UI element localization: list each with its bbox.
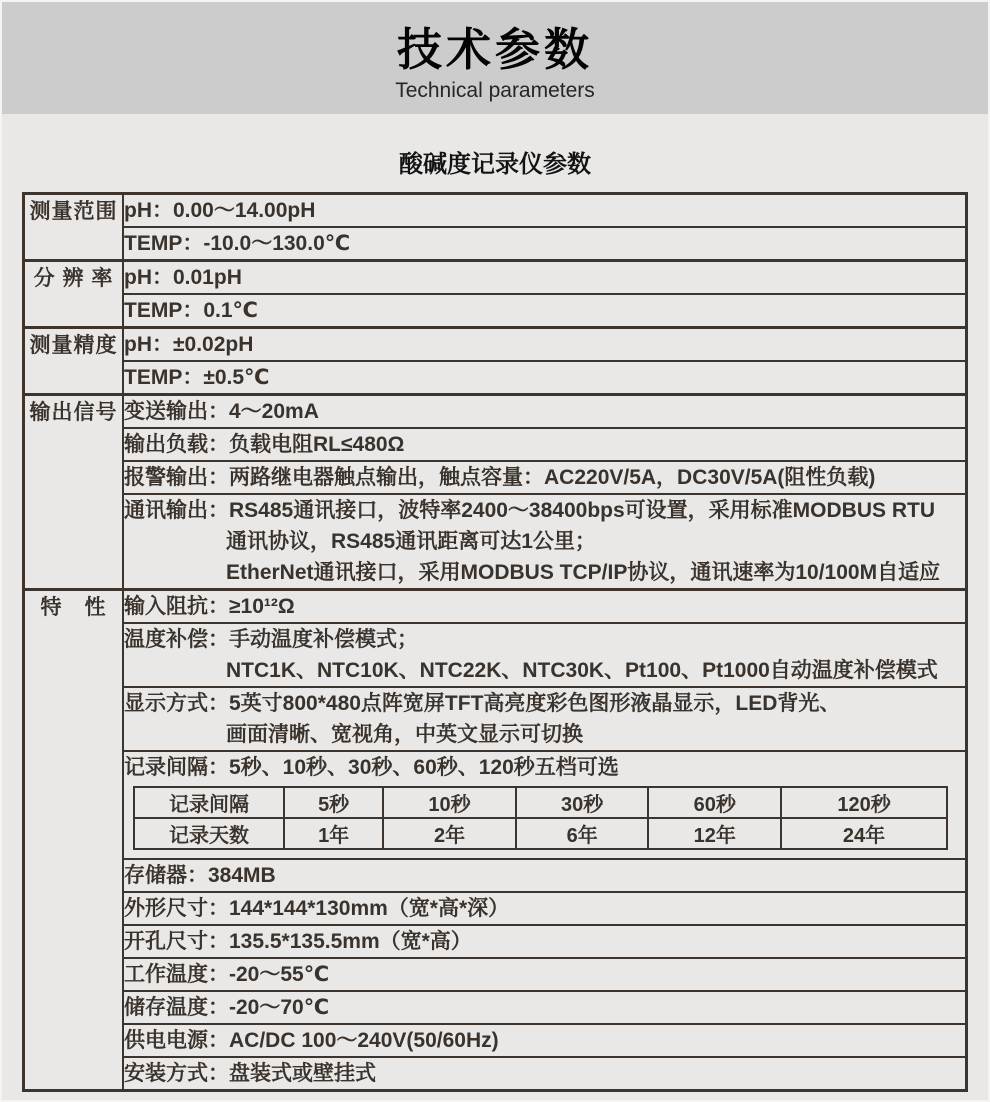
param-line: 外形尺寸：144*144*130mm（宽*高*深） [124,897,510,920]
param-value-cell [123,623,967,687]
record-table-row [134,787,947,818]
param-line: 安装方式：盘装式或壁挂式 [124,1062,376,1085]
table-row [24,751,967,859]
param-value-cell [123,194,967,228]
param-value-cell [123,958,967,991]
param-table-body [24,194,967,1091]
param-value-cell [123,395,967,429]
param-line: 温度补偿：手动温度补偿模式； [124,628,418,651]
param-line: 记录间隔：5秒、10秒、30秒、60秒、120秒五档可选 [124,756,619,779]
table-row [24,194,967,228]
param-line: 变送输出：4～20mA [124,400,319,423]
param-line: EtherNet通讯接口，采用MODBUS TCP/IP协议，通讯速率为10/100M自适应 [226,561,941,584]
table-row [24,395,967,429]
record-value-cell: 60秒 [648,787,781,818]
param-table [22,192,968,1092]
record-interval-table [133,786,948,850]
section-title: 酸碱度记录仪参数 [399,151,591,178]
param-value-cell [123,1057,967,1091]
table-row [24,991,967,1024]
row-group-label: 分 辨 率 [24,261,124,328]
record-value-cell: 30秒 [516,787,649,818]
param-line: pH：±0.02pH [124,333,254,356]
param-line: TEMP：±0.5℃ [124,366,270,389]
param-line: 报警输出：两路继电器触点输出，触点容量：AC220V/5A，DC30V/5A(阻性负载) [124,466,876,489]
param-value-cell [123,227,967,261]
table-row [24,1024,967,1057]
record-value-cell: 5秒 [284,787,383,818]
table-row [24,494,967,590]
record-table-row [134,818,947,849]
param-line: 储存温度：-20～70℃ [124,996,330,1019]
param-line: 显示方式：5英寸800*480点阵宽屏TFT高亮度彩色图形液晶显示，LED背光、 [124,692,841,715]
param-line: 供电电源：AC/DC 100～240V(50/60Hz) [124,1029,499,1052]
table-row [24,892,967,925]
param-line: 画面清晰、宽视角，中英文显示可切换 [226,723,583,746]
param-line: 通讯协议，RS485通讯距离可达1公里； [226,530,596,553]
param-line: 存储器：384MB [124,864,276,887]
table-row [24,261,967,295]
param-value-cell [123,751,967,859]
table-row [24,428,967,461]
record-value-cell: 120秒 [781,787,947,818]
table-row [24,925,967,958]
record-value-cell: 24年 [781,818,947,849]
table-row [24,461,967,494]
param-value-cell [123,859,967,892]
param-line: NTC1K、NTC10K、NTC22K、NTC30K、Pt100、Pt1000自动温度补偿模式 [226,659,938,682]
param-value-cell [123,925,967,958]
title-band [2,2,988,114]
param-line: TEMP：-10.0～130.0℃ [124,232,351,255]
param-value-cell [123,361,967,395]
record-value-cell: 1年 [284,818,383,849]
param-value-cell [123,1024,967,1057]
param-value-cell [123,461,967,494]
record-value-cell: 12年 [648,818,781,849]
param-line: pH：0.00～14.00pH [124,199,316,222]
table-row [24,623,967,687]
table-row [24,361,967,395]
param-value-cell [123,294,967,328]
table-row [24,859,967,892]
table-row [24,328,967,362]
page-title: 技术参数 [396,24,593,75]
param-value-cell [123,428,967,461]
param-line: 工作温度：-20～55℃ [124,963,330,986]
param-line: TEMP：0.1℃ [124,299,258,322]
table-row [24,227,967,261]
page-subtitle: Technical parameters [395,79,595,102]
param-line: pH：0.01pH [124,266,242,289]
table-row [24,687,967,751]
param-value-cell [123,261,967,295]
row-group-label: 特 性 [24,590,124,1091]
param-value-cell [123,494,967,590]
param-value-cell [123,687,967,751]
param-line: 通讯输出：RS485通讯接口，波特率2400～38400bps可设置，采用标准MODBUS RTU [124,499,935,522]
param-value-cell [123,590,967,624]
record-value-cell: 10秒 [383,787,516,818]
table-row [24,590,967,624]
record-value-cell: 2年 [383,818,516,849]
param-line: 开孔尺寸：135.5*135.5mm（宽*高） [124,930,472,953]
record-row-header: 记录间隔 [134,787,284,818]
table-row [24,958,967,991]
param-value-cell [123,892,967,925]
row-group-label: 测量精度 [24,328,124,395]
param-line: 输出负载：负载电阻RL≤480Ω [124,433,405,456]
record-value-cell: 6年 [516,818,649,849]
param-value-cell [123,991,967,1024]
param-line: 输入阻抗：≥10¹²Ω [124,595,295,618]
param-value-cell [123,328,967,362]
table-row [24,1057,967,1091]
row-group-label: 输出信号 [24,395,124,590]
record-row-header: 记录天数 [134,818,284,849]
row-group-label: 测量范围 [24,194,124,261]
table-row [24,294,967,328]
